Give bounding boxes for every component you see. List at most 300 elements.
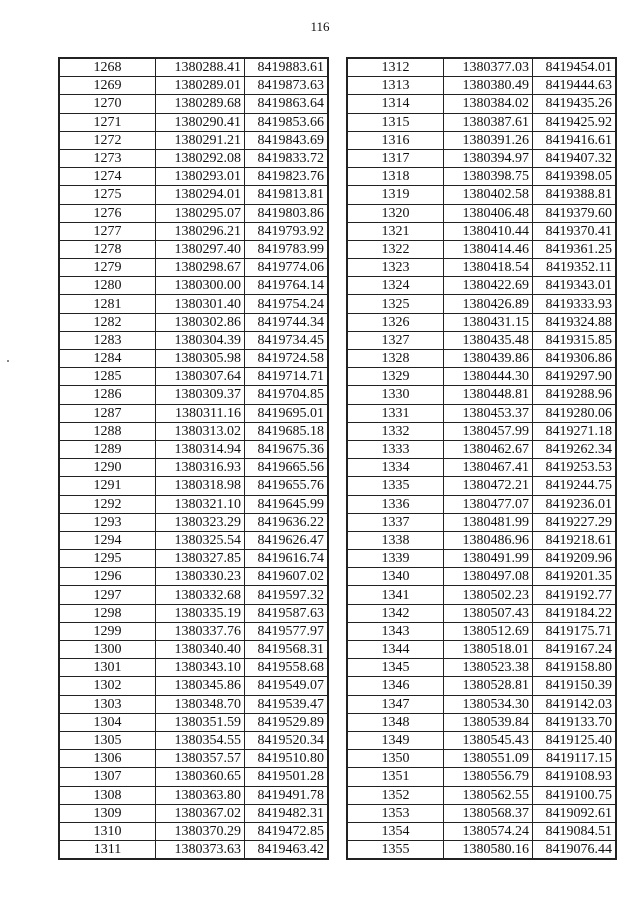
x-coordinate-cell: 1380507.43	[444, 604, 533, 622]
table-row	[59, 622, 328, 640]
x-coordinate-cell: 1380402.58	[444, 186, 533, 204]
x-coordinate-cell: 1380551.09	[444, 750, 533, 768]
y-coordinate-cell: 8419793.92	[245, 222, 329, 240]
point-number-cell: 1334	[347, 459, 444, 477]
table-row	[347, 277, 616, 295]
point-number-cell: 1350	[347, 750, 444, 768]
point-number-cell: 1331	[347, 404, 444, 422]
y-coordinate-cell: 8419100.75	[533, 786, 617, 804]
point-number-cell: 1284	[59, 350, 156, 368]
y-coordinate-cell: 8419482.31	[245, 804, 329, 822]
x-coordinate-cell: 1380363.80	[156, 786, 245, 804]
x-coordinate-cell: 1380426.89	[444, 295, 533, 313]
x-coordinate-cell: 1380418.54	[444, 259, 533, 277]
point-number-cell: 1282	[59, 313, 156, 331]
x-coordinate-cell: 1380300.00	[156, 277, 245, 295]
y-coordinate-cell: 8419724.58	[245, 350, 329, 368]
table-row	[59, 531, 328, 549]
table-row	[59, 586, 328, 604]
point-number-cell: 1288	[59, 422, 156, 440]
point-number-cell: 1308	[59, 786, 156, 804]
table-row	[347, 295, 616, 313]
y-coordinate-cell: 8419539.47	[245, 695, 329, 713]
x-coordinate-cell: 1380444.30	[444, 368, 533, 386]
x-coordinate-cell: 1380486.96	[444, 531, 533, 549]
x-coordinate-cell: 1380298.67	[156, 259, 245, 277]
table-row	[59, 131, 328, 149]
point-number-cell: 1315	[347, 113, 444, 131]
point-number-cell: 1276	[59, 204, 156, 222]
point-number-cell: 1349	[347, 731, 444, 749]
point-number-cell: 1302	[59, 677, 156, 695]
y-coordinate-cell: 8419244.75	[533, 477, 617, 495]
point-number-cell: 1339	[347, 550, 444, 568]
x-coordinate-cell: 1380394.97	[444, 149, 533, 167]
x-coordinate-cell: 1380330.23	[156, 568, 245, 586]
table-row	[347, 695, 616, 713]
table-row	[59, 713, 328, 731]
table-row	[347, 841, 616, 860]
y-coordinate-cell: 8419352.11	[533, 259, 617, 277]
point-number-cell: 1279	[59, 259, 156, 277]
table-row	[347, 204, 616, 222]
x-coordinate-cell: 1380580.16	[444, 841, 533, 860]
x-coordinate-cell: 1380295.07	[156, 204, 245, 222]
y-coordinate-cell: 8419783.99	[245, 240, 329, 258]
y-coordinate-cell: 8419734.45	[245, 331, 329, 349]
x-coordinate-cell: 1380291.21	[156, 131, 245, 149]
y-coordinate-cell: 8419853.66	[245, 113, 329, 131]
y-coordinate-cell: 8419577.97	[245, 622, 329, 640]
table-row	[59, 350, 328, 368]
x-coordinate-cell: 1380431.15	[444, 313, 533, 331]
x-coordinate-cell: 1380293.01	[156, 168, 245, 186]
y-coordinate-cell: 8419520.34	[245, 731, 329, 749]
table-row	[59, 277, 328, 295]
y-coordinate-cell: 8419587.63	[245, 604, 329, 622]
x-coordinate-cell: 1380288.41	[156, 58, 245, 77]
y-coordinate-cell: 8419754.24	[245, 295, 329, 313]
table-row	[347, 568, 616, 586]
point-number-cell: 1291	[59, 477, 156, 495]
y-coordinate-cell: 8419863.64	[245, 95, 329, 113]
table-row	[347, 149, 616, 167]
table-row	[347, 386, 616, 404]
table-row	[59, 386, 328, 404]
point-number-cell: 1330	[347, 386, 444, 404]
point-number-cell: 1283	[59, 331, 156, 349]
x-coordinate-cell: 1380367.02	[156, 804, 245, 822]
point-number-cell: 1319	[347, 186, 444, 204]
point-number-cell: 1269	[59, 77, 156, 95]
table-row	[347, 750, 616, 768]
point-number-cell: 1325	[347, 295, 444, 313]
y-coordinate-cell: 8419280.06	[533, 404, 617, 422]
table-row	[347, 604, 616, 622]
coordinates-table-left	[58, 57, 329, 860]
point-number-cell: 1274	[59, 168, 156, 186]
y-coordinate-cell: 8419398.05	[533, 168, 617, 186]
table-row	[59, 168, 328, 186]
table-row	[347, 786, 616, 804]
table-row	[347, 422, 616, 440]
table-row	[59, 750, 328, 768]
x-coordinate-cell: 1380373.63	[156, 841, 245, 860]
point-number-cell: 1300	[59, 641, 156, 659]
x-coordinate-cell: 1380384.02	[444, 95, 533, 113]
point-number-cell: 1340	[347, 568, 444, 586]
y-coordinate-cell: 8419209.96	[533, 550, 617, 568]
table-row	[59, 422, 328, 440]
x-coordinate-cell: 1380292.08	[156, 149, 245, 167]
table-row	[347, 131, 616, 149]
point-number-cell: 1312	[347, 58, 444, 77]
table-row	[59, 495, 328, 513]
table-row	[347, 95, 616, 113]
y-coordinate-cell: 8419288.96	[533, 386, 617, 404]
x-coordinate-cell: 1380307.64	[156, 368, 245, 386]
y-coordinate-cell: 8419714.71	[245, 368, 329, 386]
y-coordinate-cell: 8419501.28	[245, 768, 329, 786]
table-row	[347, 259, 616, 277]
x-coordinate-cell: 1380387.61	[444, 113, 533, 131]
table-row	[347, 586, 616, 604]
x-coordinate-cell: 1380477.07	[444, 495, 533, 513]
table-row	[347, 531, 616, 549]
point-number-cell: 1292	[59, 495, 156, 513]
point-number-cell: 1332	[347, 422, 444, 440]
y-coordinate-cell: 8419510.80	[245, 750, 329, 768]
table-row	[59, 513, 328, 531]
x-coordinate-cell: 1380523.38	[444, 659, 533, 677]
point-number-cell: 1301	[59, 659, 156, 677]
point-number-cell: 1328	[347, 350, 444, 368]
table-row	[347, 331, 616, 349]
table-row	[59, 259, 328, 277]
point-number-cell: 1326	[347, 313, 444, 331]
y-coordinate-cell: 8419833.72	[245, 149, 329, 167]
x-coordinate-cell: 1380528.81	[444, 677, 533, 695]
x-coordinate-cell: 1380302.86	[156, 313, 245, 331]
y-coordinate-cell: 8419744.34	[245, 313, 329, 331]
point-number-cell: 1268	[59, 58, 156, 77]
point-number-cell: 1321	[347, 222, 444, 240]
x-coordinate-cell: 1380472.21	[444, 477, 533, 495]
x-coordinate-cell: 1380313.02	[156, 422, 245, 440]
y-coordinate-cell: 8419262.34	[533, 440, 617, 458]
point-number-cell: 1277	[59, 222, 156, 240]
y-coordinate-cell: 8419388.81	[533, 186, 617, 204]
y-coordinate-cell: 8419218.61	[533, 531, 617, 549]
point-number-cell: 1314	[347, 95, 444, 113]
y-coordinate-cell: 8419379.60	[533, 204, 617, 222]
x-coordinate-cell: 1380321.10	[156, 495, 245, 513]
y-coordinate-cell: 8419192.77	[533, 586, 617, 604]
y-coordinate-cell: 8419597.32	[245, 586, 329, 604]
x-coordinate-cell: 1380568.37	[444, 804, 533, 822]
table-row	[347, 113, 616, 131]
point-number-cell: 1327	[347, 331, 444, 349]
y-coordinate-cell: 8419092.61	[533, 804, 617, 822]
x-coordinate-cell: 1380377.03	[444, 58, 533, 77]
x-coordinate-cell: 1380457.99	[444, 422, 533, 440]
table-row	[347, 550, 616, 568]
point-number-cell: 1355	[347, 841, 444, 860]
table-row	[347, 495, 616, 513]
x-coordinate-cell: 1380314.94	[156, 440, 245, 458]
x-coordinate-cell: 1380406.48	[444, 204, 533, 222]
point-number-cell: 1311	[59, 841, 156, 860]
point-number-cell: 1305	[59, 731, 156, 749]
table-row	[59, 677, 328, 695]
table-row	[347, 240, 616, 258]
table-row	[59, 404, 328, 422]
x-coordinate-cell: 1380370.29	[156, 822, 245, 840]
point-number-cell: 1272	[59, 131, 156, 149]
point-number-cell: 1336	[347, 495, 444, 513]
y-coordinate-cell: 8419175.71	[533, 622, 617, 640]
x-coordinate-cell: 1380343.10	[156, 659, 245, 677]
x-coordinate-cell: 1380380.49	[444, 77, 533, 95]
point-number-cell: 1286	[59, 386, 156, 404]
x-coordinate-cell: 1380316.93	[156, 459, 245, 477]
y-coordinate-cell: 8419558.68	[245, 659, 329, 677]
table-row	[59, 695, 328, 713]
y-coordinate-cell: 8419472.85	[245, 822, 329, 840]
x-coordinate-cell: 1380351.59	[156, 713, 245, 731]
x-coordinate-cell: 1380398.75	[444, 168, 533, 186]
table-row	[347, 677, 616, 695]
point-number-cell: 1278	[59, 240, 156, 258]
x-coordinate-cell: 1380332.68	[156, 586, 245, 604]
y-coordinate-cell: 8419370.41	[533, 222, 617, 240]
table-row	[59, 95, 328, 113]
y-coordinate-cell: 8419227.29	[533, 513, 617, 531]
x-coordinate-cell: 1380348.70	[156, 695, 245, 713]
x-coordinate-cell: 1380435.48	[444, 331, 533, 349]
y-coordinate-cell: 8419158.80	[533, 659, 617, 677]
y-coordinate-cell: 8419253.53	[533, 459, 617, 477]
table-row	[59, 186, 328, 204]
point-number-cell: 1323	[347, 259, 444, 277]
point-number-cell: 1342	[347, 604, 444, 622]
x-coordinate-cell: 1380294.01	[156, 186, 245, 204]
y-coordinate-cell: 8419803.86	[245, 204, 329, 222]
y-coordinate-cell: 8419361.25	[533, 240, 617, 258]
x-coordinate-cell: 1380518.01	[444, 641, 533, 659]
y-coordinate-cell: 8419324.88	[533, 313, 617, 331]
point-number-cell: 1294	[59, 531, 156, 549]
point-number-cell: 1303	[59, 695, 156, 713]
table-row	[347, 713, 616, 731]
y-coordinate-cell: 8419873.63	[245, 77, 329, 95]
x-coordinate-cell: 1380414.46	[444, 240, 533, 258]
table-row	[59, 58, 328, 77]
y-coordinate-cell: 8419491.78	[245, 786, 329, 804]
table-row	[347, 168, 616, 186]
point-number-cell: 1329	[347, 368, 444, 386]
y-coordinate-cell: 8419271.18	[533, 422, 617, 440]
x-coordinate-cell: 1380318.98	[156, 477, 245, 495]
table-row	[59, 77, 328, 95]
x-coordinate-cell: 1380296.21	[156, 222, 245, 240]
table-row	[347, 186, 616, 204]
x-coordinate-cell: 1380337.76	[156, 622, 245, 640]
y-coordinate-cell: 8419665.56	[245, 459, 329, 477]
table-row	[59, 240, 328, 258]
table-row	[347, 440, 616, 458]
point-number-cell: 1345	[347, 659, 444, 677]
x-coordinate-cell: 1380340.40	[156, 641, 245, 659]
point-number-cell: 1309	[59, 804, 156, 822]
x-coordinate-cell: 1380391.26	[444, 131, 533, 149]
point-number-cell: 1352	[347, 786, 444, 804]
point-number-cell: 1290	[59, 459, 156, 477]
table-row	[347, 622, 616, 640]
point-number-cell: 1306	[59, 750, 156, 768]
y-coordinate-cell: 8419084.51	[533, 822, 617, 840]
x-coordinate-cell: 1380448.81	[444, 386, 533, 404]
point-number-cell: 1341	[347, 586, 444, 604]
y-coordinate-cell: 8419201.35	[533, 568, 617, 586]
table-row	[59, 113, 328, 131]
table-row	[59, 368, 328, 386]
x-coordinate-cell: 1380357.57	[156, 750, 245, 768]
table-row	[347, 822, 616, 840]
y-coordinate-cell: 8419655.76	[245, 477, 329, 495]
table-row	[59, 641, 328, 659]
y-coordinate-cell: 8419407.32	[533, 149, 617, 167]
point-number-cell: 1287	[59, 404, 156, 422]
y-coordinate-cell: 8419463.42	[245, 841, 329, 860]
page-number: 116	[310, 19, 330, 34]
point-number-cell: 1347	[347, 695, 444, 713]
table-row	[59, 459, 328, 477]
point-number-cell: 1310	[59, 822, 156, 840]
table-row	[59, 768, 328, 786]
x-coordinate-cell: 1380311.16	[156, 404, 245, 422]
x-coordinate-cell: 1380439.86	[444, 350, 533, 368]
y-coordinate-cell: 8419843.69	[245, 131, 329, 149]
table-row	[59, 440, 328, 458]
y-coordinate-cell: 8419297.90	[533, 368, 617, 386]
table-row	[347, 641, 616, 659]
point-number-cell: 1333	[347, 440, 444, 458]
point-number-cell: 1299	[59, 622, 156, 640]
x-coordinate-cell: 1380497.08	[444, 568, 533, 586]
point-number-cell: 1296	[59, 568, 156, 586]
x-coordinate-cell: 1380345.86	[156, 677, 245, 695]
x-coordinate-cell: 1380304.39	[156, 331, 245, 349]
x-coordinate-cell: 1380574.24	[444, 822, 533, 840]
y-coordinate-cell: 8419883.61	[245, 58, 329, 77]
point-number-cell: 1338	[347, 531, 444, 549]
x-coordinate-cell: 1380323.29	[156, 513, 245, 531]
y-coordinate-cell: 8419675.36	[245, 440, 329, 458]
y-coordinate-cell: 8419764.14	[245, 277, 329, 295]
table-row	[59, 331, 328, 349]
x-coordinate-cell: 1380467.41	[444, 459, 533, 477]
x-coordinate-cell: 1380325.54	[156, 531, 245, 549]
table-row	[347, 350, 616, 368]
point-number-cell: 1322	[347, 240, 444, 258]
y-coordinate-cell: 8419076.44	[533, 841, 617, 860]
table-row	[347, 404, 616, 422]
point-number-cell: 1353	[347, 804, 444, 822]
x-coordinate-cell: 1380327.85	[156, 550, 245, 568]
point-number-cell: 1275	[59, 186, 156, 204]
x-coordinate-cell: 1380354.55	[156, 731, 245, 749]
point-number-cell: 1273	[59, 149, 156, 167]
y-coordinate-cell: 8419454.01	[533, 58, 617, 77]
table-row	[347, 77, 616, 95]
table-row	[59, 550, 328, 568]
y-coordinate-cell: 8419607.02	[245, 568, 329, 586]
point-number-cell: 1280	[59, 277, 156, 295]
y-coordinate-cell: 8419444.63	[533, 77, 617, 95]
table-row	[59, 149, 328, 167]
y-coordinate-cell: 8419626.47	[245, 531, 329, 549]
table-row	[59, 604, 328, 622]
x-coordinate-cell: 1380462.67	[444, 440, 533, 458]
point-number-cell: 1344	[347, 641, 444, 659]
table-row	[347, 768, 616, 786]
x-coordinate-cell: 1380297.40	[156, 240, 245, 258]
y-coordinate-cell: 8419150.39	[533, 677, 617, 695]
point-number-cell: 1285	[59, 368, 156, 386]
y-coordinate-cell: 8419184.22	[533, 604, 617, 622]
point-number-cell: 1313	[347, 77, 444, 95]
y-coordinate-cell: 8419529.89	[245, 713, 329, 731]
y-coordinate-cell: 8419333.93	[533, 295, 617, 313]
point-number-cell: 1343	[347, 622, 444, 640]
table-row	[59, 477, 328, 495]
point-number-cell: 1318	[347, 168, 444, 186]
point-number-cell: 1324	[347, 277, 444, 295]
y-coordinate-cell: 8419425.92	[533, 113, 617, 131]
x-coordinate-cell: 1380534.30	[444, 695, 533, 713]
point-number-cell: 1317	[347, 149, 444, 167]
table-row	[347, 659, 616, 677]
table-row	[59, 204, 328, 222]
x-coordinate-cell: 1380289.68	[156, 95, 245, 113]
y-coordinate-cell: 8419813.81	[245, 186, 329, 204]
x-coordinate-cell: 1380453.37	[444, 404, 533, 422]
point-number-cell: 1289	[59, 440, 156, 458]
x-coordinate-cell: 1380502.23	[444, 586, 533, 604]
point-number-cell: 1335	[347, 477, 444, 495]
x-coordinate-cell: 1380491.99	[444, 550, 533, 568]
x-coordinate-cell: 1380290.41	[156, 113, 245, 131]
x-coordinate-cell: 1380481.99	[444, 513, 533, 531]
x-coordinate-cell: 1380305.98	[156, 350, 245, 368]
point-number-cell: 1351	[347, 768, 444, 786]
table-row	[347, 313, 616, 331]
y-coordinate-cell: 8419636.22	[245, 513, 329, 531]
x-coordinate-cell: 1380289.01	[156, 77, 245, 95]
table-row	[59, 841, 328, 860]
point-number-cell: 1337	[347, 513, 444, 531]
x-coordinate-cell: 1380410.44	[444, 222, 533, 240]
y-coordinate-cell: 8419685.18	[245, 422, 329, 440]
table-row	[347, 804, 616, 822]
y-coordinate-cell: 8419645.99	[245, 495, 329, 513]
x-coordinate-cell: 1380545.43	[444, 731, 533, 749]
table-row	[59, 822, 328, 840]
table-row	[59, 313, 328, 331]
table-row	[59, 295, 328, 313]
y-coordinate-cell: 8419306.86	[533, 350, 617, 368]
